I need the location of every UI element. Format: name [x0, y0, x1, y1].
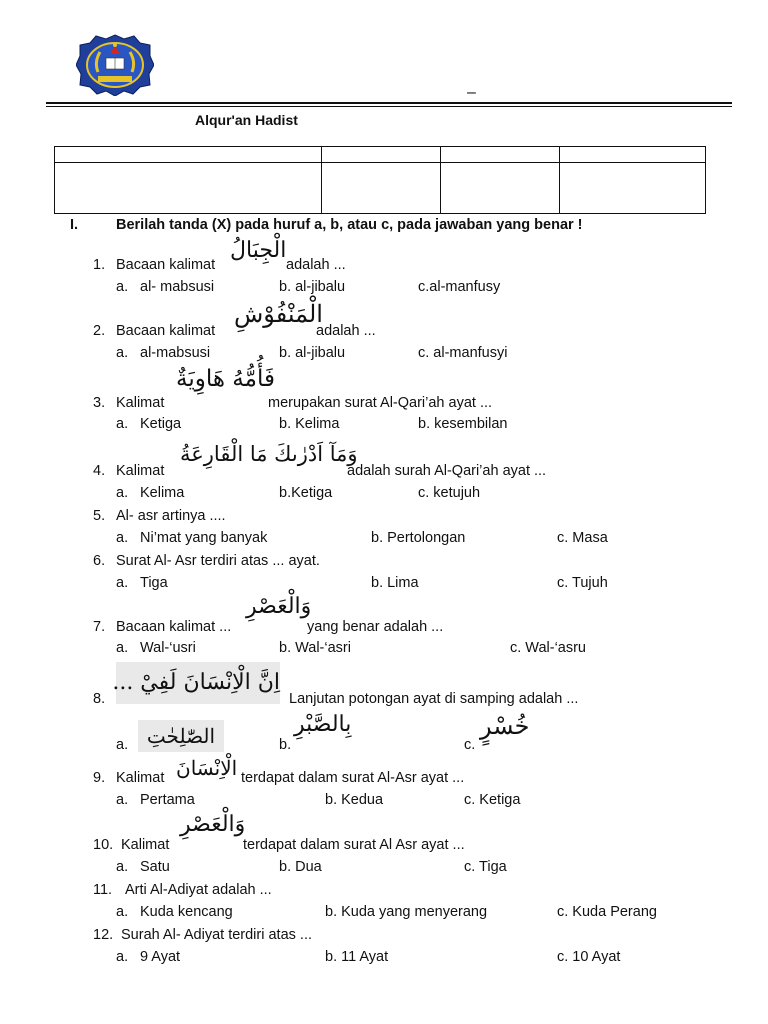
question-number: 1. [93, 257, 106, 273]
option-c: c. Ketiga [464, 792, 521, 808]
option-label: a. [116, 345, 129, 361]
option-b: b. al-jibalu [279, 279, 346, 295]
question-number: 8. [93, 691, 106, 707]
option-label: a. [116, 904, 129, 920]
option-a: Pertama [140, 792, 195, 808]
student-info-table [54, 146, 706, 214]
option-label: a. [116, 792, 129, 808]
option-label: a. [116, 416, 129, 432]
info-cell [441, 147, 560, 163]
option-c: c. Tujuh [557, 575, 608, 591]
option-b: b. 11 Ayat [325, 949, 389, 965]
option-a: al- mabsusi [140, 279, 215, 295]
option-label: a. [116, 530, 129, 546]
question-number: 4. [93, 463, 106, 479]
arabic-word: الْجِبَالُ [230, 238, 287, 263]
arabic-word: وَمَآ اَدْرٰىكَ مَا الْقَارِعَةُ [180, 442, 358, 466]
question-text: Kalimat [116, 770, 165, 786]
option-c: c. Kuda Perang [557, 904, 657, 920]
question-number: 3. [93, 395, 106, 411]
question-number: 12. [93, 927, 114, 943]
question-text: adalah ... [316, 323, 376, 339]
question-text: Surah Al- Adiyat terdiri atas ... [121, 927, 313, 943]
option-b: b. Kuda yang menyerang [325, 904, 488, 920]
option-label: a. [116, 485, 129, 501]
option-a: Kelima [140, 485, 185, 501]
school-emblem-icon [76, 34, 154, 96]
arabic-word: الْمَنْفُوْشِ [234, 300, 323, 328]
question-number: 2. [93, 323, 106, 339]
info-cell [322, 147, 441, 163]
option-b: b. Pertolongan [371, 530, 466, 546]
option-a: 9 Ayat [140, 949, 181, 965]
option-c: c. al-manfusyi [418, 345, 508, 361]
info-cell [55, 163, 322, 214]
question-text: Kalimat [121, 837, 170, 853]
question-number: 11. [93, 882, 113, 898]
option-b: b. al-jibalu [279, 345, 346, 361]
question-number: 7. [93, 619, 106, 635]
header-rule-top [46, 102, 732, 104]
question-text: adalah ... [286, 257, 346, 273]
option-b-arabic: بِالصَّبْرِ [294, 712, 352, 737]
section-number: I. [70, 217, 79, 233]
section-instruction: Berilah tanda (X) pada huruf a, b, atau c, pada jawaban yang benar ! [116, 217, 583, 233]
question-text: Bacaan kalimat [116, 257, 216, 273]
option-b: b. Wal-‘asri [279, 640, 351, 656]
question-text: Kalimat [116, 395, 165, 411]
option-label: a. [116, 575, 129, 591]
option-a: Wal-‘usri [140, 640, 196, 656]
question-number: 9. [93, 770, 106, 786]
option-c: c. 10 Ayat [557, 949, 621, 965]
header-rule-bottom [46, 106, 732, 107]
option-label: a. [116, 859, 129, 875]
option-b: b.Ketiga [279, 485, 333, 501]
subject-title: Alqur'an Hadist [195, 112, 298, 128]
question-text: merupakan surat Al-Qari’ah ayat ... [268, 395, 493, 411]
info-cell [441, 163, 560, 214]
option-c: c. Tiga [464, 859, 507, 875]
option-a: Kuda kencang [140, 904, 233, 920]
option-a: Satu [140, 859, 170, 875]
question-text: terdapat dalam surat Al-Asr ayat ... [241, 770, 465, 786]
option-label: a. [116, 640, 129, 656]
question-text: terdapat dalam surat Al Asr ayat ... [243, 837, 465, 853]
question-number: 10. [93, 837, 114, 853]
header-dash: – [467, 84, 476, 101]
option-c: c. ketujuh [418, 485, 481, 501]
option-label-a: a. [116, 737, 129, 753]
info-cell [560, 163, 706, 214]
info-cell [322, 163, 441, 214]
option-label-c: c. [464, 737, 476, 753]
question-text: Kalimat [116, 463, 165, 479]
option-a: Tiga [140, 575, 168, 591]
arabic-word: فَأُمُّهُ هَاوِيَةٌ [176, 366, 275, 392]
question-text: adalah surah Al-Qari’ah ayat ... [347, 463, 547, 479]
arabic-verse-fragment: اِنَّ الْاِنْسَانَ لَفِيْ ... [116, 662, 280, 704]
question-number: 6. [93, 553, 106, 569]
option-c: c.al-manfusy [418, 279, 501, 295]
option-c: c. Wal-‘asru [510, 640, 586, 656]
question-text: Lanjutan potongan ayat di samping adalah ... [289, 691, 579, 707]
question-text: Bacaan kalimat [116, 323, 216, 339]
info-cell [560, 147, 706, 163]
question-text: Bacaan kalimat ... [116, 619, 232, 635]
option-a: al-mabsusi [140, 345, 211, 361]
option-a: Ketiga [140, 416, 182, 432]
arabic-word: وَالْعَصْرِ [246, 594, 312, 619]
option-c-arabic: خُسْرٍ [480, 712, 530, 740]
question-text: Arti Al-Adiyat adalah ... [125, 882, 272, 898]
option-b: b. Lima [371, 575, 419, 591]
arabic-word: الْاِنْسَانَ [176, 756, 238, 780]
info-cell [55, 147, 322, 163]
option-a-arabic: الصّٰلِحٰتِ [138, 720, 224, 752]
option-a: Ni’mat yang banyak [140, 530, 268, 546]
option-label: a. [116, 949, 129, 965]
option-label: a. [116, 279, 129, 295]
question-number: 5. [93, 508, 106, 524]
question-text: Surat Al- Asr terdiri atas ... ayat. [116, 553, 320, 569]
option-b: b. Kedua [325, 792, 384, 808]
arabic-word: وَالْعَصْرِ [180, 812, 246, 837]
question-text: Al- asr artinya .... [116, 508, 226, 524]
option-label-b: b. [279, 737, 292, 753]
question-text: yang benar adalah ... [307, 619, 444, 635]
option-b: b. Kelima [279, 416, 340, 432]
option-c: c. Masa [557, 530, 608, 546]
option-c: b. kesembilan [418, 416, 508, 432]
option-b: b. Dua [279, 859, 322, 875]
